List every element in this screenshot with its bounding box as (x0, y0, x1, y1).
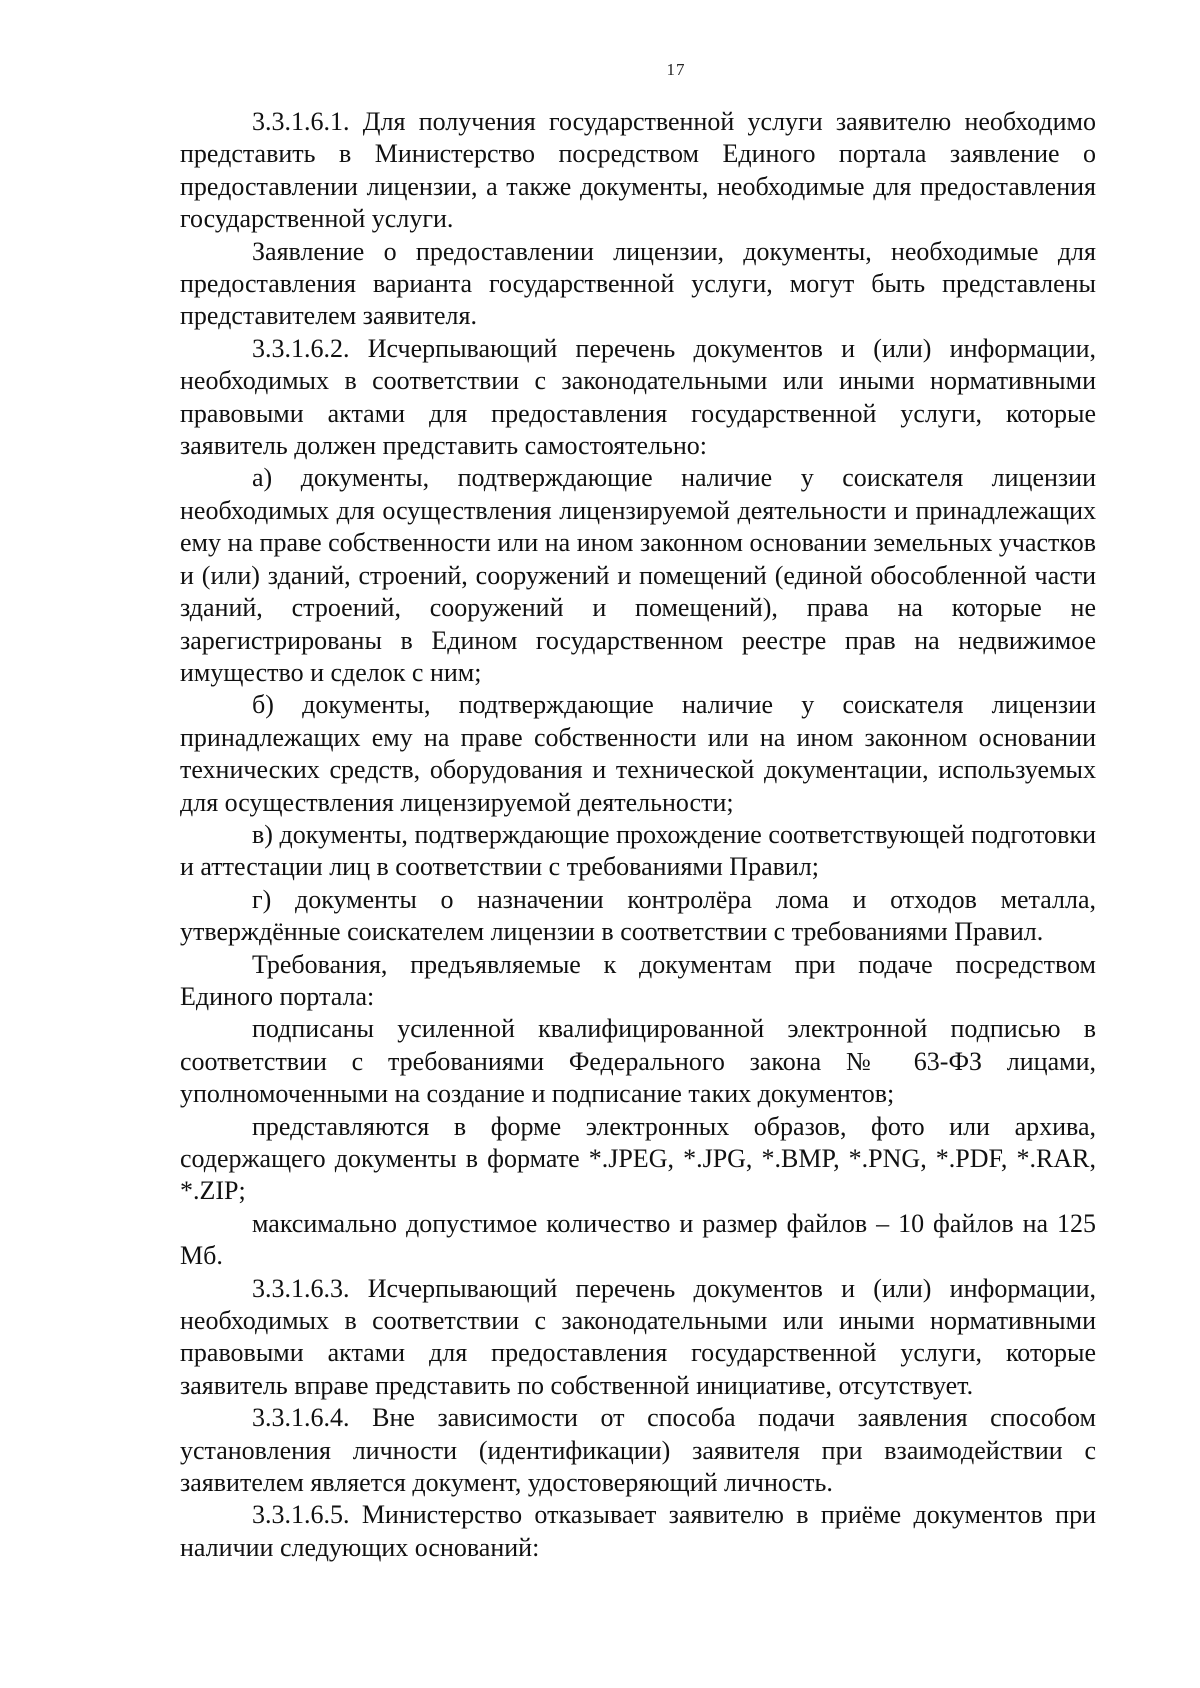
list-item-g: г) документы о назначении контролёра лома и отходов металла, утверждённые соискателем лицензии в соответствии с требованиями Правил. (180, 884, 1096, 947)
paragraph-3-3-1-6-1: 3.3.1.6.1. Для получения государственной услуги заявителю необходимо представить в Министерство посредством Единого портала заявление о предоставлении лицензии, а также документы, необходимые для предоставления государственной услуги. (180, 107, 1096, 234)
requirement-file-formats: представляются в форме электронных образов, фото или архива, содержащего документы в формате *.JPEG, *.JPG, *.BMP, *.PNG, *.PDF, *.RAR, *.ZIP; (180, 1111, 1096, 1206)
page-number: 17 (666, 60, 686, 79)
requirement-signature: подписаны усиленной квалифицированной электронной подписью в соответствии с требованиями Федерального закона № 63-ФЗ лицами, уполномоченными на создание и подписание таких документов; (180, 1014, 1096, 1109)
list-item-v: в) документы, подтверждающие прохождение соответствующей подготовки и аттестации лиц в соответствии с требованиями Правил; (180, 819, 1096, 882)
paragraph-3-3-1-6-5: 3.3.1.6.5. Министерство отказывает заявителю в приёме документов при наличии следующих оснований: (180, 1500, 1096, 1562)
list-item-b: б) документы, подтверждающие наличие у соискателя лицензии принадлежащих ему на праве собственности или на ином законном основании технических средств, оборудования и технической документации, используемых для осуществления лицензируемой деятельности; (180, 690, 1096, 817)
paragraph-3-3-1-6-3: 3.3.1.6.3. Исчерпывающий перечень документов и (или) информации, необходимых в соответствии с законодательными или иными нормативными правовыми актами для предоставления государственной услуги, которые заявитель вправе представить по собственной инициативе, отсутствует. (180, 1273, 1096, 1400)
list-item-a: а) документы, подтверждающие наличие у соискателя лицензии необходимых для осуществления лицензируемой деятельности и принадлежащих ему на праве собственности или на ином законном основании земельных участков и (или) зданий, строений, сооружений и помещений (единой обособленной части зданий, строений, сооружений и помещений), права на которые не зарегистрированы в Едином государственном реестре прав на недвижимое имущество и сделок с ним; (180, 463, 1096, 687)
paragraph-application-representative: Заявление о предоставлении лицензии, документы, необходимые для предоставления варианта государственной услуги, могут быть представлены представителем заявителя. (180, 236, 1096, 331)
requirement-file-limits: максимально допустимое количество и размер файлов – 10 файлов на 125 Мб. (180, 1208, 1096, 1271)
paragraph-3-3-1-6-4: 3.3.1.6.4. Вне зависимости от способа подачи заявления способом установления личности (идентификации) заявителя при взаимодействии с заявителем является документ, удостоверяющий личность. (180, 1403, 1096, 1498)
paragraph-3-3-1-6-2: 3.3.1.6.2. Исчерпывающий перечень документов и (или) информации, необходимых в соответствии с законодательными или иными нормативными правовыми актами для предоставления государственной услуги, которые заявитель должен представить самостоятельно: (180, 333, 1096, 461)
paragraph-document-requirements: Требования, предъявляемые к документам при подаче посредством Единого портала: (180, 949, 1096, 1011)
document-body (180, 106, 1096, 1564)
